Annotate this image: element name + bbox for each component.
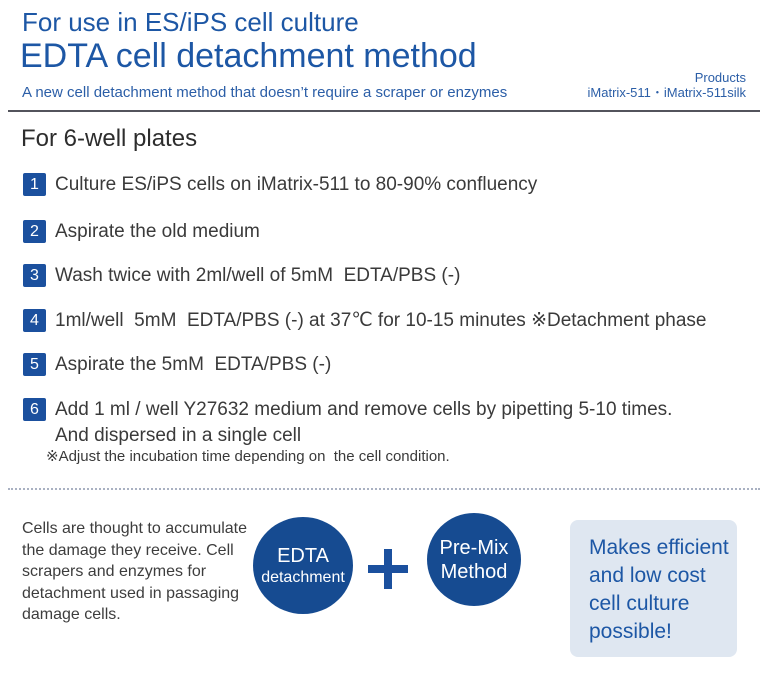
circle-label: Method bbox=[440, 560, 508, 583]
step-number-badge: 6 bbox=[23, 398, 46, 421]
benefit-text-line: possible! bbox=[589, 620, 672, 643]
step-number-badge: 3 bbox=[23, 264, 46, 287]
circle-label: EDTA bbox=[277, 544, 329, 567]
circle-label: Pre-Mix bbox=[439, 536, 509, 559]
step-text: Culture ES/iPS cells on iMatrix-511 to 80-90% confluency bbox=[55, 174, 538, 195]
step-text: Aspirate the 5mM EDTA/PBS (-) bbox=[55, 354, 332, 375]
protocol-step-3 bbox=[23, 263, 460, 288]
benefit-panel bbox=[570, 520, 737, 657]
edta-detachment-circle bbox=[253, 517, 353, 614]
page-title: EDTA cell detachment method bbox=[20, 37, 477, 75]
step-number-badge: 4 bbox=[23, 309, 46, 332]
benefit-text-line: and low cost bbox=[589, 564, 706, 587]
premix-method-circle bbox=[427, 513, 521, 606]
dotted-divider bbox=[8, 488, 760, 490]
step-text: 1ml/well 5mM EDTA/PBS (-) at 37℃ for 10-15 minutes ※Detachment phase bbox=[55, 310, 707, 331]
step-text: Add 1 ml / well Y27632 medium and remove cells by pipetting 5-10 times. bbox=[55, 399, 673, 420]
damage-description: Cells are thought to accumulate the damage they receive. Cell scrapers and enzymes for detachment used in passaging damage cells. bbox=[22, 520, 248, 623]
step-text: Wash twice with 2ml/well of 5mM EDTA/PBS (-) bbox=[55, 265, 461, 286]
products-block bbox=[588, 70, 746, 100]
plus-icon bbox=[368, 549, 408, 589]
protocol-note: ※Adjust the incubation time depending on the cell condition. bbox=[46, 448, 450, 465]
step-number-badge: 1 bbox=[23, 173, 46, 196]
step-text: Aspirate the old medium bbox=[55, 221, 260, 242]
step-number-badge: 5 bbox=[23, 353, 46, 376]
circle-label: detachment bbox=[261, 568, 345, 586]
step-number-badge: 2 bbox=[23, 220, 46, 243]
products-names: iMatrix-511・iMatrix-511silk bbox=[587, 85, 746, 100]
products-label: Products bbox=[694, 70, 746, 85]
header-subtitle: A new cell detachment method that doesn’t require a scraper or enzymes bbox=[22, 84, 508, 101]
benefit-text-line: cell culture bbox=[589, 592, 690, 615]
header-kicker: For use in ES/iPS cell culture bbox=[22, 7, 359, 37]
protocol-step-6 bbox=[23, 397, 672, 422]
header-divider bbox=[8, 110, 760, 112]
protocol-step-2 bbox=[23, 219, 260, 244]
step-text-continued: And dispersed in a single cell bbox=[55, 425, 302, 446]
benefit-text-line: Makes efficient bbox=[589, 536, 729, 559]
protocol-heading: For 6-well plates bbox=[21, 125, 198, 152]
protocol-step-5 bbox=[23, 352, 331, 377]
protocol-step-1 bbox=[23, 172, 537, 197]
protocol-step-4 bbox=[23, 308, 706, 333]
